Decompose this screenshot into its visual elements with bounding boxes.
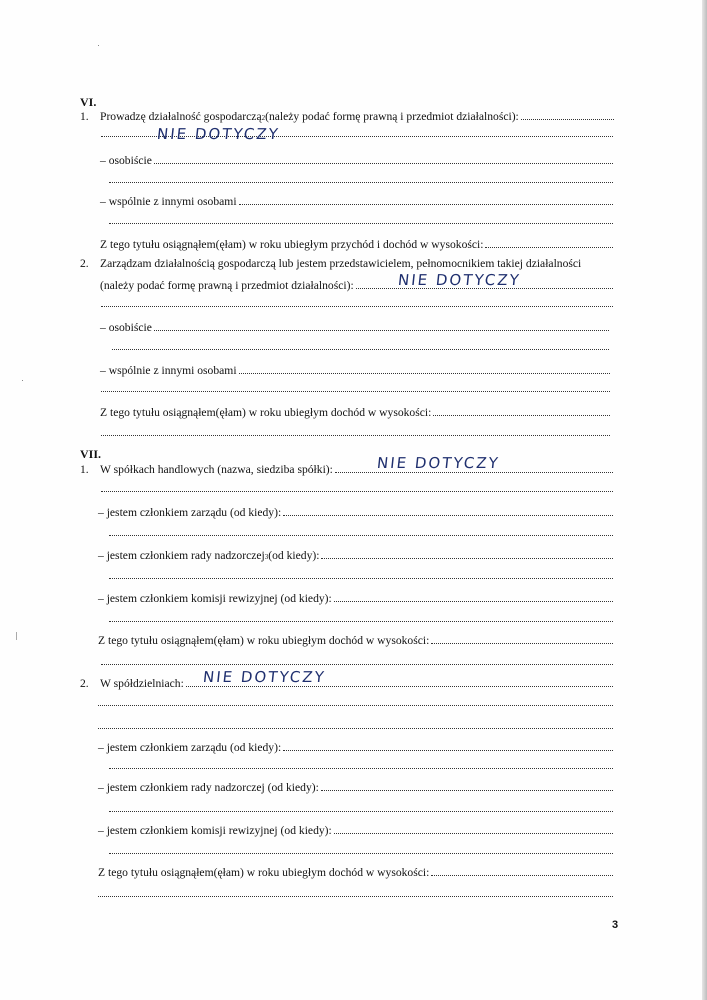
vi-item2-income-label: Z tego tytułu osiągnąłem(ęłam) w roku ubiegłym dochód w wysokości:	[100, 406, 432, 419]
fill-dots	[334, 591, 613, 602]
vi-item2-text-line1: Zarządzam działalnością gospodarczą lub jestem przedstawicielem, pełnomocnikiem takiej działalności	[100, 257, 582, 270]
fill-line	[109, 534, 613, 536]
vi-item1-personally	[100, 153, 613, 168]
fill-line	[109, 577, 613, 579]
vi-item2-handwritten: NIE DOTYCZY	[397, 271, 522, 289]
fill-dots	[431, 633, 613, 644]
vi-item2-line2	[100, 278, 613, 293]
vii-item1-supervisory: – jestem członkiem rady nadzorczej 3 (od kiedy):	[98, 548, 613, 563]
vi-item2-line1	[80, 257, 614, 271]
fill-dots	[283, 740, 613, 751]
vi-item2-jointly-label: – wspólnie z innymi osobami	[100, 364, 237, 377]
fill-dots	[433, 405, 610, 416]
vii-item1-board-label: – jestem członkiem zarządu (od kiedy):	[98, 506, 282, 519]
scan-speck	[16, 632, 17, 640]
fill-line	[109, 620, 613, 622]
vii-item1-handwritten: NIE DOTYCZY	[376, 454, 501, 472]
vii-item1-audit	[98, 591, 613, 606]
vii-item2-audit	[98, 823, 613, 838]
fill-line	[112, 348, 609, 350]
fill-line	[109, 767, 613, 769]
vi-item1-jointly-label: – wspólnie z innymi osobami	[100, 195, 237, 208]
fill-dots	[239, 363, 610, 374]
vii-item1-income-label: Z tego tytułu osiągnąłem(ęłam) w roku ubiegłym dochód w wysokości:	[98, 634, 430, 647]
vii-item1-audit-label: – jestem członkiem komisji rewizyjnej (od kiedy):	[98, 592, 332, 605]
fill-line	[109, 852, 613, 854]
vi-item1-number: 1.	[80, 110, 89, 123]
section-vi-heading: VI.	[80, 95, 97, 109]
fill-line	[109, 181, 613, 183]
scan-speck	[22, 380, 23, 381]
vii-item2-supervisory	[98, 780, 613, 795]
vii-item1-supervisory-after: (od kiedy):	[268, 549, 320, 562]
fill-dots	[321, 548, 613, 559]
vi-item1-income-label: Z tego tytułu osiągnąłem(ęłam) w roku ubiegłym przychód i dochód w wysokości:	[100, 238, 484, 251]
vi-item1-text: Prowadzę działalność gospodarczą	[100, 110, 262, 123]
vii-item2-board-label: – jestem członkiem zarządu (od kiedy):	[98, 741, 282, 754]
vi-item1-handwritten: NIE DOTYCZY	[156, 125, 281, 143]
vii-item2-board	[98, 740, 613, 755]
fill-line	[98, 895, 613, 897]
fill-dots	[334, 823, 613, 834]
vii-item2-line	[80, 676, 613, 691]
vi-item2-number: 2.	[80, 257, 89, 270]
vii-item2-supervisory-label: – jestem członkiem rady nadzorczej (od kiedy):	[98, 781, 319, 794]
vii-item2-audit-label: – jestem członkiem komisji rewizyjnej (od kiedy):	[98, 824, 332, 837]
section-vii-heading: VII.	[80, 447, 102, 461]
fill-dots	[431, 865, 613, 876]
fill-dots	[283, 505, 613, 516]
page-number: 3	[612, 919, 619, 931]
vi-item2-text-line2: (należy podać formę prawną i przedmiot działalności):	[100, 279, 354, 292]
vii-item1-board	[98, 505, 613, 520]
vi-item1-jointly	[100, 194, 613, 209]
vii-item1-number: 1.	[80, 463, 89, 476]
fill-line	[101, 434, 610, 436]
vi-item2-personally-label: – osobiście	[100, 321, 152, 334]
vii-item1-line	[80, 462, 613, 477]
vii-item1-income	[98, 633, 613, 648]
vi-item1-text-after: (należy podać formę prawną i przedmiot działalności):	[265, 110, 519, 123]
vii-item2-handwritten: NIE DOTYCZY	[202, 668, 327, 686]
fill-dots	[154, 153, 613, 164]
fill-line	[109, 222, 613, 224]
fill-line	[101, 390, 610, 392]
vi-item1-income	[100, 237, 613, 252]
vii-item2-income	[98, 865, 613, 880]
vii-item2-number: 2.	[80, 677, 89, 690]
fill-dots	[485, 237, 613, 248]
fill-line	[101, 305, 613, 307]
vii-item1-text: W spółkach handlowych (nazwa, siedziba spółki):	[100, 463, 333, 476]
fill-dots	[239, 194, 613, 205]
vi-item1-line: 1. Prowadzę działalność gospodarczą 2 (należy podać formę prawną i przedmiot działalności):	[80, 109, 614, 124]
vii-item2-income-label: Z tego tytułu osiągnąłem(ęłam) w roku ubiegłym dochód w wysokości:	[98, 866, 430, 879]
fill-line	[98, 727, 613, 729]
vi-item2-personally	[100, 320, 609, 335]
vii-item1-supervisory-label: – jestem członkiem rady nadzorczej	[98, 549, 265, 562]
vi-item1-personally-label: – osobiście	[100, 154, 152, 167]
fill-line	[98, 704, 613, 706]
vi-item2-income	[100, 405, 610, 420]
fill-line	[101, 490, 613, 492]
fill-dots	[154, 320, 609, 331]
fill-line	[101, 663, 613, 665]
vi-item1-fill-dots	[521, 109, 614, 120]
vi-item2-jointly	[100, 363, 610, 378]
scan-edge-shadow	[702, 0, 707, 1000]
scan-speck	[98, 45, 99, 46]
fill-line	[109, 810, 613, 812]
fill-dots	[321, 780, 613, 791]
vii-item2-text: W spółdzielniach:	[100, 677, 184, 690]
